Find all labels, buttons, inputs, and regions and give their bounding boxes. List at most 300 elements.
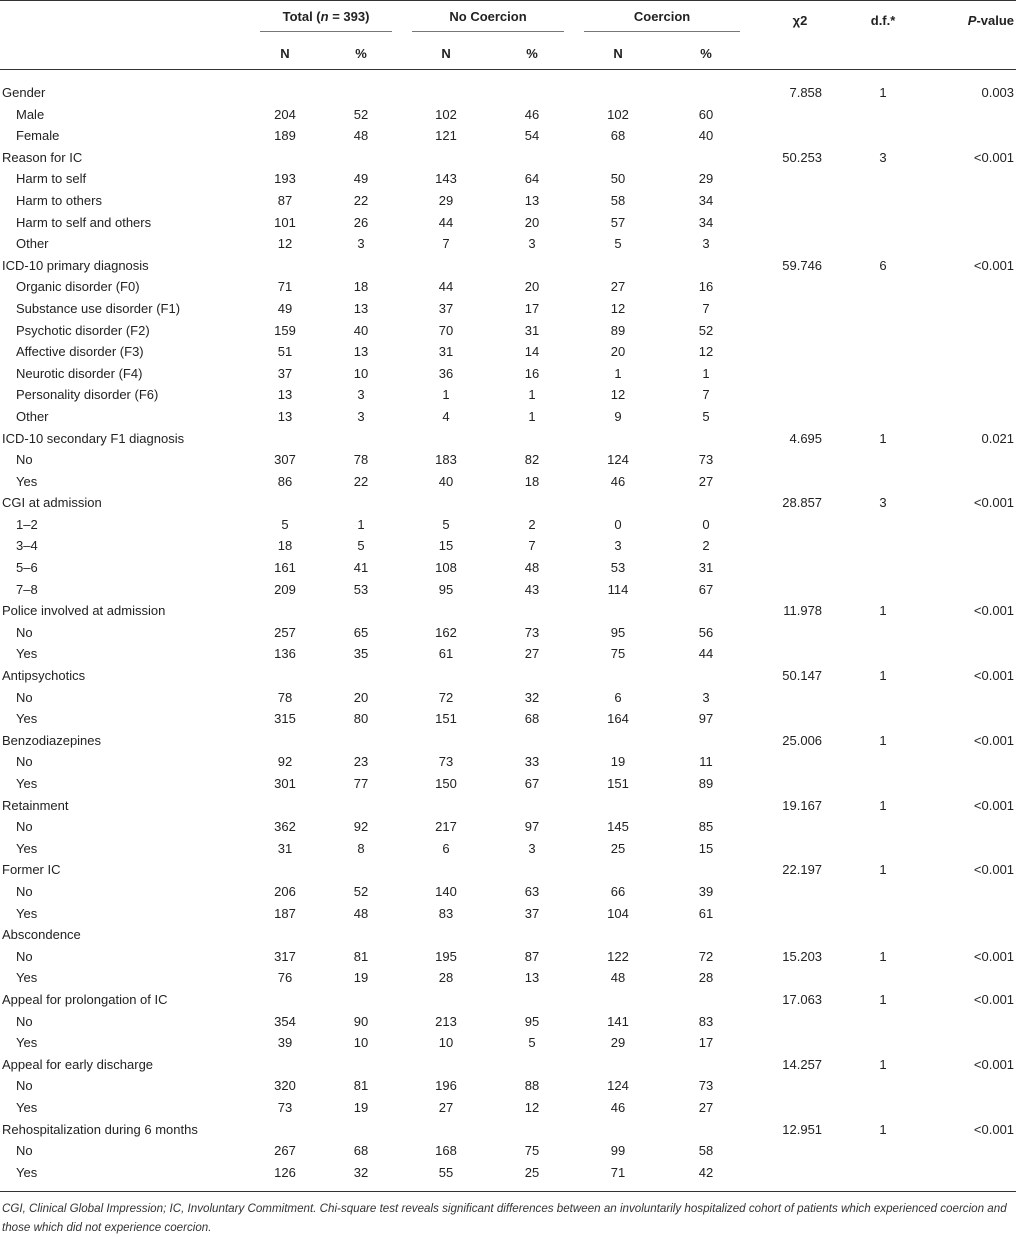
percent-cell: 42: [698, 1164, 714, 1180]
df-cell: [850, 924, 916, 946]
count-cell: 76: [277, 970, 293, 986]
count-cell: 71: [610, 1164, 626, 1180]
percent-cell: [490, 1054, 574, 1076]
count-cell: 61: [438, 646, 454, 662]
chi-square-cell: 4.695: [789, 430, 823, 446]
count-cell: 209: [274, 581, 296, 597]
count-cell: 189: [274, 128, 296, 144]
percent-cell: 3: [528, 236, 536, 252]
percent-cell: [490, 1119, 574, 1141]
percent-cell: 3: [357, 408, 365, 424]
percent-cell: 40: [353, 322, 369, 338]
count-cell: 161: [274, 560, 296, 576]
count-cell: [250, 1119, 320, 1141]
count-cell: 183: [435, 452, 457, 468]
df-cell: [850, 449, 916, 471]
chi-square-cell: [750, 924, 850, 946]
category-label: 1–2: [16, 516, 38, 532]
p-value-cell: <0.001: [973, 668, 1015, 684]
category-row: [0, 687, 1016, 709]
category-row: [0, 320, 1016, 342]
category-label: Neurotic disorder (F4): [16, 365, 143, 381]
percent-cell: 18: [353, 279, 369, 295]
p-value-cell: <0.001: [973, 495, 1015, 511]
count-cell: 36: [438, 365, 454, 381]
count-cell: 206: [274, 883, 296, 899]
percent-cell: 22: [353, 473, 369, 489]
df-cell: [850, 643, 916, 665]
count-cell: 29: [610, 1035, 626, 1051]
category-label: Yes: [16, 1099, 38, 1115]
percent-cell: 88: [524, 1078, 540, 1094]
percent-cell: 83: [698, 1013, 714, 1029]
percent-cell: [320, 859, 402, 881]
df-cell: [850, 751, 916, 773]
p-value-cell: <0.001: [973, 257, 1015, 273]
chi-square-cell: 7.858: [789, 85, 823, 100]
percent-cell: 26: [353, 214, 369, 230]
count-cell: [574, 255, 662, 277]
count-cell: 95: [610, 624, 626, 640]
df-cell: [850, 320, 916, 342]
percent-cell: 37: [524, 905, 540, 921]
count-cell: 51: [277, 344, 293, 360]
count-cell: 1: [442, 387, 450, 403]
chi-square-cell: [750, 363, 850, 385]
count-cell: 46: [610, 473, 626, 489]
p-value-cell: [916, 1140, 1016, 1162]
percent-cell: 85: [698, 819, 714, 835]
p-value-cell: [916, 708, 1016, 730]
p-value-cell: <0.001: [973, 603, 1015, 619]
variable-label: CGI at admission: [2, 495, 102, 511]
variable-row: [0, 492, 1016, 514]
count-cell: 53: [610, 560, 626, 576]
percent-cell: 44: [698, 646, 714, 662]
header-coercion: Coercion: [574, 1, 750, 38]
chi-square-cell: [750, 1011, 850, 1033]
p-value-cell: [916, 816, 1016, 838]
percent-cell: 63: [524, 883, 540, 899]
table-bottom-rule: [0, 1183, 1016, 1192]
count-cell: 196: [435, 1078, 457, 1094]
percent-cell: 10: [353, 1035, 369, 1051]
chi-square-cell: [750, 1075, 850, 1097]
percent-cell: 77: [353, 776, 369, 791]
category-row: [0, 579, 1016, 601]
percent-cell: [490, 989, 574, 1011]
percent-cell: 48: [353, 128, 369, 144]
percent-cell: 48: [353, 905, 369, 921]
p-value-cell: [916, 449, 1016, 471]
percent-cell: 1: [357, 516, 365, 532]
df-cell: [850, 1097, 916, 1119]
count-cell: 3: [614, 538, 622, 554]
chi-square-cell: [750, 773, 850, 795]
percent-cell: 13: [524, 970, 540, 986]
count-cell: [574, 730, 662, 752]
percent-cell: 13: [353, 344, 369, 360]
df-cell: [850, 881, 916, 903]
count-cell: [402, 924, 490, 946]
variable-label: Reason for IC: [2, 149, 83, 165]
chi-square-cell: [750, 233, 850, 255]
count-cell: 28: [438, 970, 454, 986]
p-value-cell: [916, 1075, 1016, 1097]
chi-square-cell: [750, 579, 850, 601]
variable-label: Appeal for prolongation of IC: [2, 991, 168, 1007]
category-label: Psychotic disorder (F2): [16, 322, 150, 338]
count-cell: 195: [435, 948, 457, 964]
percent-cell: 20: [524, 279, 540, 295]
percent-cell: 17: [698, 1035, 714, 1051]
count-cell: 31: [277, 840, 293, 856]
percent-cell: 56: [698, 624, 714, 640]
df-cell: [850, 363, 916, 385]
percent-cell: 97: [698, 711, 714, 727]
percent-cell: [490, 859, 574, 881]
percent-cell: 22: [353, 192, 369, 208]
category-label: Female: [16, 128, 60, 144]
category-label: No: [16, 1143, 33, 1159]
chi-square-cell: [750, 903, 850, 925]
percent-cell: [662, 428, 750, 450]
percent-cell: 3: [357, 387, 365, 403]
count-cell: 6: [614, 689, 622, 705]
chi-square-cell: 50.147: [782, 668, 823, 684]
count-cell: 83: [438, 905, 454, 921]
p-value-cell: <0.001: [973, 862, 1015, 878]
chi-square-cell: [750, 168, 850, 190]
p-value-cell: [916, 190, 1016, 212]
df-cell: 1: [879, 85, 887, 100]
variable-row: [0, 428, 1016, 450]
percent-cell: [662, 795, 750, 817]
variable-row: [0, 989, 1016, 1011]
category-row: [0, 1075, 1016, 1097]
percent-cell: [662, 82, 750, 104]
percent-cell: [320, 1119, 402, 1141]
count-cell: 187: [274, 905, 296, 921]
percent-cell: 34: [698, 214, 714, 230]
chi-square-cell: [750, 104, 850, 126]
p-value-cell: [916, 881, 1016, 903]
category-label: Harm to self: [16, 171, 87, 187]
header-blank: [0, 37, 250, 70]
count-cell: 73: [438, 754, 454, 770]
percent-cell: 32: [353, 1164, 369, 1180]
category-row: [0, 363, 1016, 385]
percent-cell: [490, 428, 574, 450]
count-cell: [574, 665, 662, 687]
percent-cell: 73: [698, 1078, 714, 1094]
count-cell: 151: [607, 776, 629, 791]
chi-square-cell: [750, 1032, 850, 1054]
p-value-cell: [916, 212, 1016, 234]
category-row: [0, 233, 1016, 255]
chi-square-cell: [750, 643, 850, 665]
df-cell: [850, 341, 916, 363]
count-cell: [250, 665, 320, 687]
p-value-cell: [916, 557, 1016, 579]
percent-cell: 3: [702, 236, 710, 252]
df-cell: [850, 406, 916, 428]
p-value-cell: [916, 363, 1016, 385]
variable-label: ICD-10 primary diagnosis: [2, 257, 149, 273]
count-cell: 141: [607, 1013, 629, 1029]
count-cell: [402, 665, 490, 687]
variable-label: Gender: [2, 85, 46, 100]
count-cell: 267: [274, 1143, 296, 1159]
count-cell: 87: [277, 192, 293, 208]
count-cell: 92: [277, 754, 293, 770]
variable-label: Former IC: [2, 862, 61, 878]
percent-cell: [320, 600, 402, 622]
percent-cell: 3: [702, 689, 710, 705]
count-cell: 193: [274, 171, 296, 187]
category-row: [0, 751, 1016, 773]
chi-square-cell: [750, 320, 850, 342]
percent-cell: [490, 795, 574, 817]
df-cell: 1: [879, 430, 887, 446]
count-cell: [574, 795, 662, 817]
chi-square-cell: [750, 1162, 850, 1184]
category-row: [0, 881, 1016, 903]
p-value-cell: 0.003: [981, 85, 1015, 100]
percent-cell: 52: [353, 883, 369, 899]
variable-label: Appeal for early discharge: [2, 1056, 154, 1072]
count-cell: 44: [438, 214, 454, 230]
count-cell: 31: [438, 344, 454, 360]
chi-square-cell: [750, 816, 850, 838]
percent-cell: 54: [524, 128, 540, 144]
p-value-cell: [916, 773, 1016, 795]
percent-cell: 73: [698, 452, 714, 468]
percent-cell: 95: [524, 1013, 540, 1029]
variable-row: [0, 147, 1016, 169]
percent-cell: 97: [524, 819, 540, 835]
p-value-cell: [916, 384, 1016, 406]
percent-cell: 20: [524, 214, 540, 230]
category-row: [0, 190, 1016, 212]
variable-label: ICD-10 secondary F1 diagnosis: [2, 430, 185, 446]
count-cell: [574, 1119, 662, 1141]
percent-cell: 41: [353, 560, 369, 576]
chi-square-cell: [750, 708, 850, 730]
category-label: 5–6: [16, 560, 38, 576]
p-value-cell: [916, 535, 1016, 557]
category-label: No: [16, 1078, 33, 1094]
chi-square-cell: [750, 557, 850, 579]
p-value-cell: [916, 751, 1016, 773]
count-cell: 27: [438, 1099, 454, 1115]
category-label: Yes: [16, 970, 38, 986]
count-cell: [250, 924, 320, 946]
percent-cell: [662, 924, 750, 946]
p-value-cell: [916, 1162, 1016, 1184]
p-value-cell: [916, 643, 1016, 665]
variable-label: Rehospitalization during 6 months: [2, 1121, 198, 1137]
category-label: No: [16, 689, 33, 705]
df-cell: [850, 298, 916, 320]
category-row: [0, 341, 1016, 363]
count-cell: 9: [614, 408, 622, 424]
category-row: [0, 1011, 1016, 1033]
percent-cell: [662, 665, 750, 687]
p-value-cell: [916, 320, 1016, 342]
percent-cell: [320, 428, 402, 450]
count-cell: 39: [277, 1035, 293, 1051]
count-cell: [250, 989, 320, 1011]
count-cell: 49: [277, 300, 293, 316]
percent-cell: 19: [353, 970, 369, 986]
percent-cell: 3: [528, 840, 536, 856]
df-cell: [850, 384, 916, 406]
table-header: [0, 1, 1016, 70]
count-cell: 143: [435, 171, 457, 187]
count-cell: 101: [274, 214, 296, 230]
percent-cell: 64: [524, 171, 540, 187]
percent-cell: 68: [353, 1143, 369, 1159]
chi-square-cell: [750, 687, 850, 709]
p-value-cell: <0.001: [973, 732, 1015, 748]
percent-cell: 53: [353, 581, 369, 597]
category-row: [0, 471, 1016, 493]
chi-square-cell: [750, 967, 850, 989]
p-value-cell: [916, 838, 1016, 860]
percent-cell: [320, 795, 402, 817]
df-cell: [850, 1075, 916, 1097]
count-cell: 1: [614, 365, 622, 381]
count-cell: [402, 989, 490, 1011]
header-blank: [750, 37, 850, 70]
category-label: Harm to others: [16, 192, 102, 208]
variable-row: [0, 924, 1016, 946]
category-row: [0, 816, 1016, 838]
df-cell: 1: [879, 1121, 887, 1137]
df-cell: 1: [879, 1056, 887, 1072]
percent-cell: [662, 147, 750, 169]
percent-cell: 40: [698, 128, 714, 144]
category-row: [0, 212, 1016, 234]
variable-row: [0, 600, 1016, 622]
percent-cell: [320, 989, 402, 1011]
percent-cell: 60: [698, 106, 714, 122]
chi-square-cell: [750, 751, 850, 773]
chi-square-cell: 28.857: [782, 495, 823, 511]
percent-cell: 31: [698, 560, 714, 576]
percent-cell: 19: [353, 1099, 369, 1115]
chi-square-cell: [750, 881, 850, 903]
percent-cell: 81: [353, 1078, 369, 1094]
count-cell: 86: [277, 473, 293, 489]
percent-cell: 10: [353, 365, 369, 381]
p-value-cell: [916, 233, 1016, 255]
category-row: [0, 903, 1016, 925]
category-label: Yes: [16, 840, 38, 856]
p-value-cell: [916, 967, 1016, 989]
category-label: 7–8: [16, 581, 38, 597]
count-cell: [250, 795, 320, 817]
variable-row: [0, 82, 1016, 104]
category-label: Yes: [16, 646, 38, 662]
variable-row: [0, 795, 1016, 817]
category-label: No: [16, 948, 33, 964]
percent-cell: [662, 492, 750, 514]
count-cell: 204: [274, 106, 296, 122]
header-total-n: N: [250, 37, 320, 70]
p-value-cell: [916, 1097, 1016, 1119]
percent-cell: [662, 859, 750, 881]
percent-cell: 89: [698, 776, 714, 791]
spacer: [0, 70, 1016, 83]
category-row: [0, 946, 1016, 968]
count-cell: 140: [435, 883, 457, 899]
count-cell: 75: [610, 646, 626, 662]
percent-cell: 33: [524, 754, 540, 770]
count-cell: [250, 147, 320, 169]
category-row: [0, 1162, 1016, 1184]
df-cell: [850, 557, 916, 579]
count-cell: 66: [610, 883, 626, 899]
count-cell: 108: [435, 560, 457, 576]
count-cell: [402, 147, 490, 169]
p-value-cell: [916, 579, 1016, 601]
count-cell: 46: [610, 1099, 626, 1115]
df-cell: [850, 579, 916, 601]
percent-cell: 48: [524, 560, 540, 576]
percent-cell: 58: [698, 1143, 714, 1159]
count-cell: 57: [610, 214, 626, 230]
percent-cell: [490, 665, 574, 687]
count-cell: [402, 859, 490, 881]
percent-cell: 20: [353, 689, 369, 705]
header-blank: [0, 1, 250, 38]
category-label: No: [16, 452, 33, 468]
df-cell: [850, 903, 916, 925]
p-value-cell: [916, 687, 1016, 709]
count-cell: 68: [610, 128, 626, 144]
count-cell: 95: [438, 581, 454, 597]
count-cell: 4: [442, 408, 450, 424]
percent-cell: 90: [353, 1013, 369, 1029]
df-cell: [850, 125, 916, 147]
chi-square-cell: [750, 212, 850, 234]
percent-cell: 52: [353, 106, 369, 122]
category-label: 3–4: [16, 538, 38, 554]
percent-cell: 2: [702, 538, 710, 554]
p-value-cell: [916, 1011, 1016, 1033]
chi-square-cell: [750, 341, 850, 363]
df-cell: [850, 967, 916, 989]
df-cell: [850, 276, 916, 298]
header-p-value: P-value: [967, 12, 1015, 28]
df-cell: 6: [879, 257, 887, 273]
chi-square-cell: 25.006: [782, 732, 823, 748]
count-cell: 78: [277, 689, 293, 705]
count-cell: 58: [610, 192, 626, 208]
df-cell: [850, 212, 916, 234]
chi-square-cell: 11.978: [783, 603, 823, 619]
count-cell: 168: [435, 1143, 457, 1159]
count-cell: 71: [277, 279, 293, 295]
category-label: Male: [16, 106, 45, 122]
count-cell: [574, 924, 662, 946]
category-row: [0, 276, 1016, 298]
category-row: [0, 1097, 1016, 1119]
percent-cell: 80: [353, 711, 369, 727]
category-row: [0, 773, 1016, 795]
